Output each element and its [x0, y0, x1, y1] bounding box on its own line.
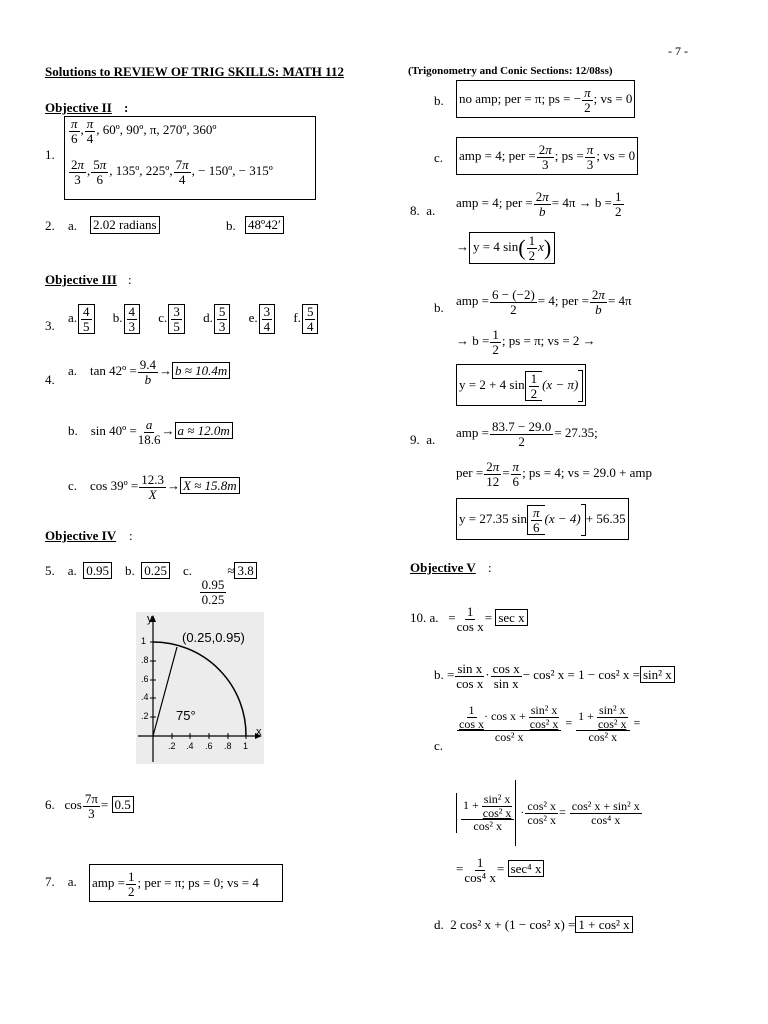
problem-3e-answer: $\frac{3}{4}$: [259, 304, 276, 334]
problem-3-items: [68, 304, 319, 334]
problem-10a-answer: sec x: [495, 609, 527, 626]
problem-5c-answer: 3.8: [234, 562, 256, 579]
problem-8a-answer: y = 4 sin( $\frac{1}{2}$ x): [469, 232, 555, 264]
problem-8b-line-1: amp = $\frac{6 - (-2)}{2}$ = 4; per = $\frac{2\pi}{b}$ = 4π: [456, 287, 632, 317]
problem-5b-answer: 0.25: [141, 562, 170, 579]
objective-v-heading: Objective V: [410, 560, 476, 575]
problem-5a-answer: 0.95: [83, 562, 112, 579]
y-axis-label: y: [147, 613, 153, 625]
problem-10d-answer: 1 + cos² x: [575, 916, 632, 933]
problem-10c-line-2: 1 + $\frac{\text{sin² x}}{\text{cos² x}}$ cos² x · $\frac{\text{cos² x}}{\text{cos² x}}$ = $\frac{\text{cos² x + sin² x}}{\text{cos⁴ x}}$: [456, 780, 643, 846]
objective-iii-heading: Objective III: [45, 272, 117, 287]
objective-ii-heading: Objective II: [45, 100, 112, 115]
problem-2b-label: b.: [226, 218, 236, 233]
problem-1-answer-box: [64, 116, 316, 200]
problem-4a: a. tan 42º = $\frac{9.4}{b}$ → b ≈ 10.4m: [68, 358, 230, 386]
item-label: c.: [158, 310, 168, 326]
y-tick-label: .4: [141, 692, 149, 702]
problem-7-label: 7. a.: [45, 874, 77, 889]
problem-7c-label: c.: [434, 150, 444, 165]
problem-7b-label: b.: [434, 93, 444, 108]
problem-3-number: 3.: [45, 318, 55, 333]
y-tick-label: .6: [141, 674, 149, 684]
item-label: b.: [112, 310, 123, 326]
problem-5: 5. a. 0.95 b. 0.25 c. $\frac{0.95}{0.25}$ ≈ 3.8: [45, 563, 257, 606]
problem-7c-answer: amp = 4; per = $\frac{2\pi}{3}$ ; ps = $\frac{\pi}{3}$ ; vs = 0: [456, 137, 638, 175]
problem-3c-answer: $\frac{3}{5}$: [168, 304, 185, 334]
x-tick-label: 1: [243, 741, 249, 751]
problem-3f-answer: $\frac{5}{4}$: [302, 304, 319, 334]
arc: [153, 642, 246, 736]
y-tick-label: .2: [141, 711, 149, 721]
problem-10b-answer: sin² x: [640, 666, 675, 683]
problem-2a-answer: 2.02 radians: [90, 216, 160, 234]
problem-10d: d. 2 cos² x + (1 − cos² x) = 1 + cos² x: [434, 917, 633, 933]
problem-3b-answer: $\frac{4}{3}$: [124, 304, 141, 334]
problem-9a-line-1: amp = $\frac{83.7 - 29.0}{2}$ = 27.35;: [456, 419, 598, 449]
terminal-ray: [153, 647, 177, 736]
problem-4-number: 4.: [45, 372, 55, 387]
item-label: d.: [203, 310, 213, 326]
problem-2-number: 2.: [45, 218, 55, 233]
page-subtitle: (Trigonometry and Conic Sections: 12/08ss): [408, 65, 613, 77]
problem-10c-line-3: = $\frac{1}{\text{cos⁴ x}}$ = sec⁴ x: [456, 856, 544, 884]
angle-label: 75°: [176, 708, 196, 723]
colon: :: [129, 528, 133, 543]
x-tick-label: .2: [168, 741, 176, 751]
problem-8b-answer: y = 2 + 4 sin $\frac{1}{2}$ (x − π): [456, 364, 586, 406]
problem-6-answer: 0.5: [112, 796, 134, 813]
problem-1-row-2: $\frac{2\pi}{3}$ , $\frac{5\pi}{6}$ , 135º, 225º, $\frac{7\pi}{4}$ , − 150º, − 315º: [71, 157, 273, 187]
item-label: e.: [248, 310, 258, 326]
problem-6: 6. cos $\frac{7\pi}{3}$ = 0.5: [45, 792, 134, 820]
problem-9-number: 9. a.: [410, 432, 436, 447]
problem-1-number: 1.: [45, 147, 55, 162]
problem-4b: b. sin 40º = $\frac{a}{18.6}$ → a ≈ 12.0m: [68, 418, 233, 446]
problem-9a-line-2: per = $\frac{2\pi}{12}$ = $\frac{\pi}{6}$ ; ps = 4; vs = 29.0 + amp: [456, 459, 653, 489]
problem-8b-label: b.: [434, 300, 444, 315]
page-title: Solutions to REVIEW OF TRIG SKILLS: MATH 112: [45, 64, 344, 79]
problem-2a-label: a.: [68, 218, 78, 233]
problem-10c-answer: sec⁴ x: [508, 860, 545, 877]
problem-10a: 10. a. = $\frac{1}{\text{cos x}}$ = sec x: [410, 605, 528, 633]
problem-8a-line-1: amp = 4; per = $\frac{2\pi}{b}$ = 4π → b = $\frac{1}{2}$: [456, 189, 622, 219]
item-label: a.: [68, 310, 78, 326]
problem-10c-line-1: $\frac{1}{\text{cos x}}$ · cos x + $\frac{\text{sin² x}}{\text{cos² x}}$ cos² x = 1 + $\frac{\text{sin² x}}{\text{cos² x}}$ cos² x =: [459, 703, 641, 745]
problem-4b-answer: a ≈ 12.0m: [175, 422, 233, 439]
problem-9a-answer: y = 27.35 sin $\frac{\pi}{6}$ (x − 4) + 56.35: [456, 498, 629, 540]
unit-circle-graph: [136, 612, 264, 764]
problem-4c-answer: X ≈ 15.8m: [180, 477, 240, 494]
y-tick-label: .8: [141, 655, 149, 665]
problem-4c: c. cos 39º = $\frac{12.3}{X}$ → X ≈ 15.8m: [68, 473, 240, 501]
point-label: (0.25,0.95): [182, 630, 245, 645]
page-number: - 7 -: [668, 44, 688, 58]
colon: :: [124, 100, 129, 115]
x-tick-label: .8: [224, 741, 232, 751]
x-axis-label: x: [256, 726, 262, 738]
colon: :: [488, 560, 492, 575]
y-tick-label: 1: [141, 636, 147, 646]
problem-10b: b. = $\frac{\text{sin x}}{\text{cos x}}$ · $\frac{\text{cos x}}{\text{sin x}}$ − cos² x = 1 − cos² x = sin² x: [434, 662, 675, 690]
colon: :: [128, 272, 132, 287]
problem-2b-answer: 48º42′: [245, 216, 284, 234]
problem-8b-line-2: → b = $\frac{1}{2}$ ; ps = π; vs = 2 →: [456, 327, 596, 357]
problem-10c-label: c.: [434, 738, 444, 753]
x-tick-label: .4: [186, 741, 194, 751]
problem-7a-answer: amp = $\frac{1}{2}$ ; per = π; ps = 0; vs = 4: [89, 864, 283, 902]
problem-7b-answer: no amp; per = π; ps = − $\frac{\pi}{2}$ ; vs = 0: [456, 80, 635, 118]
problem-3a-answer: $\frac{4}{5}$: [78, 304, 95, 334]
objective-iv-heading: Objective IV: [45, 528, 117, 543]
problem-1-row-1: $\frac{\pi}{6}$ , $\frac{\pi}{4}$ , 60º, 90º, π, 270º, 360º: [71, 116, 217, 146]
x-tick-label: .6: [205, 741, 213, 751]
item-label: f.: [293, 310, 301, 326]
problem-8a-line-2: → y = 4 sin( $\frac{1}{2}$ x): [456, 232, 555, 264]
problem-3d-answer: $\frac{5}{3}$: [214, 304, 231, 334]
problem-4a-answer: b ≈ 10.4m: [172, 362, 230, 379]
problem-8-number: 8. a.: [410, 203, 436, 218]
